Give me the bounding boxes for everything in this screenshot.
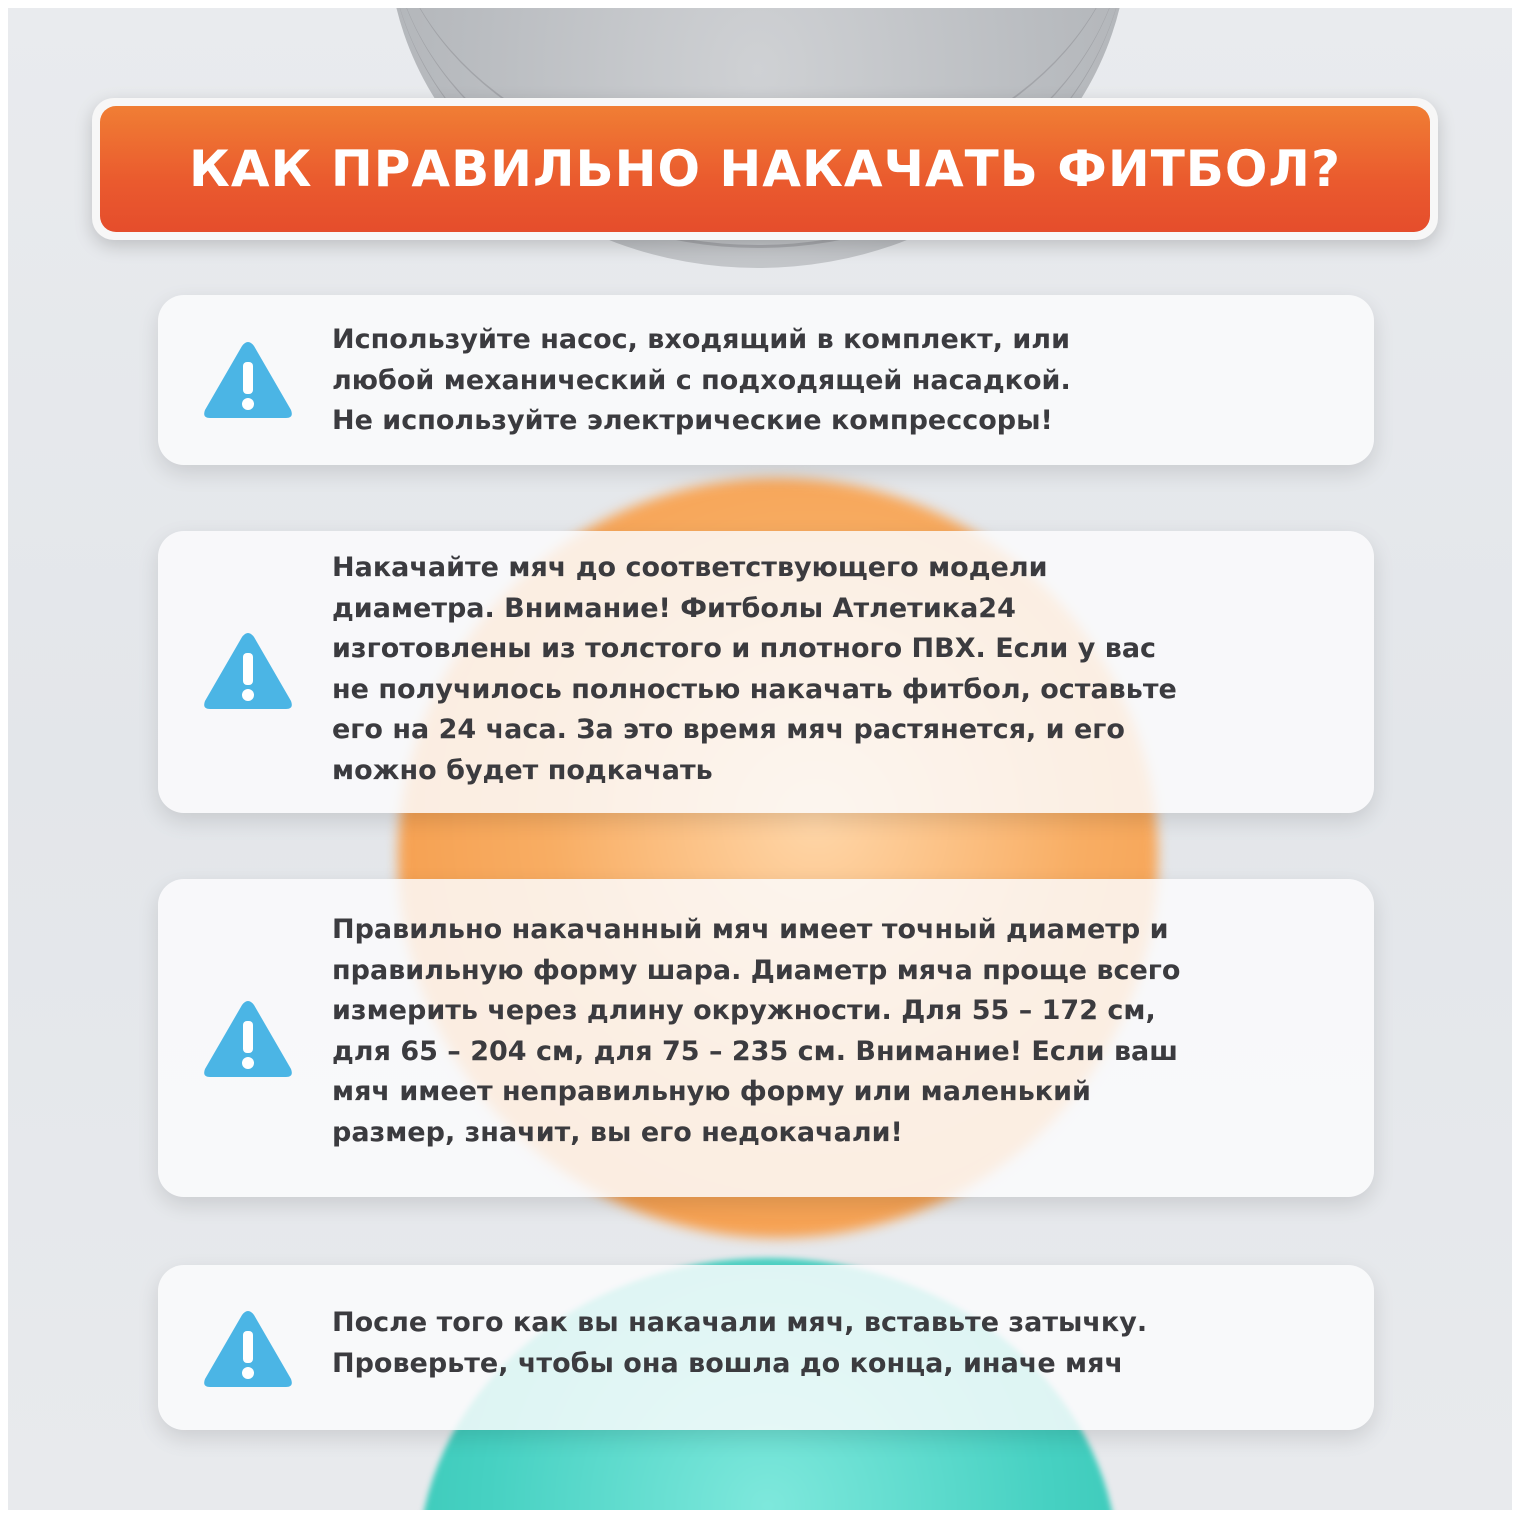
instruction-card-3 — [158, 879, 1374, 1197]
warning-triangle-icon — [202, 340, 294, 420]
instruction-card-4 — [158, 1265, 1374, 1430]
instruction-card-2 — [158, 531, 1374, 813]
warning-triangle-icon — [202, 999, 294, 1079]
instruction-text: После того как вы накачали мяч, вставьте затычку. Проверьте, чтобы она вошла до конца, иначе мяч — [332, 1307, 1148, 1379]
title-banner-fill — [100, 106, 1430, 232]
warning-triangle-icon — [202, 1309, 294, 1389]
infographic-frame — [8, 8, 1512, 1510]
instruction-text: Правильно накачанный мяч имеет точный диаметр и правильную форму шара. Диаметр мяча проще всего измерить через длину окружности. Для 55 – 172 см, для 65 – 204 см, для 75 – 235 см. Внимание! Если ваш мяч имеет неправильную форму или маленький размер, значит, вы его недокачали! — [332, 914, 1181, 1148]
instruction-text: Используйте насос, входящий в комплект, или любой механический с подходящей насадкой. Не используйте электрические компрессоры! — [332, 324, 1071, 436]
page-title: КАК ПРАВИЛЬНО НАКАЧАТЬ ФИТБОЛ? — [189, 140, 1341, 198]
title-banner — [92, 98, 1438, 240]
instruction-text: Накачайте мяч до соответствующего модели диаметра. Внимание! Фитболы Атлетика24 изготовлены из толстого и плотного ПВХ. Если у вас не получилось полностью накачать фитбол, оставьте его на 24 часа. За это время мяч растянется, и его можно будет подкачать — [332, 552, 1177, 786]
warning-triangle-icon — [202, 631, 294, 711]
instruction-card-1 — [158, 295, 1374, 465]
